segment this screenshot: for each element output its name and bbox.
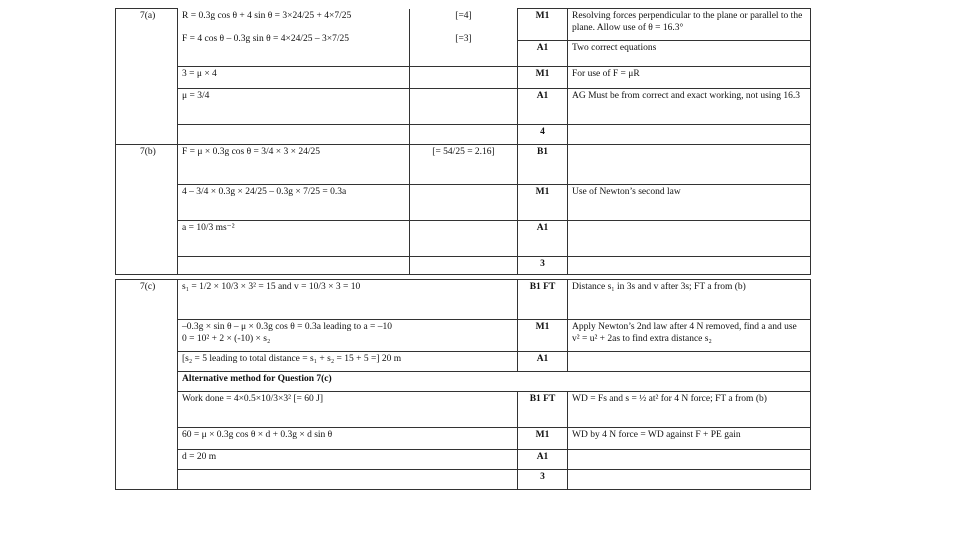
mark-scheme-table-c	[115, 279, 811, 490]
guidance-cell	[568, 145, 811, 185]
answer-cell	[410, 89, 518, 125]
working-cell: F = μ × 0.3g cos θ = 3/4 × 3 × 24/25	[178, 145, 410, 185]
table-row	[116, 320, 811, 352]
mark-cell: M1	[518, 9, 568, 41]
mark-scheme	[115, 8, 810, 490]
table-row	[116, 392, 811, 428]
working-cell: a = 10/3 ms⁻²	[178, 221, 410, 257]
guidance-cell	[568, 221, 811, 257]
guidance-cell: WD by 4 N force = WD against F + PE gain	[568, 428, 811, 450]
table-row	[116, 450, 811, 470]
guidance-cell: Use of Newton’s second law	[568, 185, 811, 221]
guidance-cell	[568, 450, 811, 470]
working-cell: 60 = μ × 0.3g cos θ × d + 0.3g × d sin θ	[178, 428, 518, 450]
table-row	[116, 89, 811, 125]
table-row	[116, 428, 811, 450]
guidance-cell: Two correct equations	[568, 41, 811, 67]
table-row	[116, 470, 811, 490]
mark-cell: B1 FT	[518, 280, 568, 320]
table-row	[116, 9, 811, 41]
guidance-cell: AG Must be from correct and exact working, not using 16.3	[568, 89, 811, 125]
alternative-method-heading: Alternative method for Question 7(c)	[178, 372, 811, 392]
table-row	[116, 257, 811, 275]
working-cell: d = 20 m	[178, 450, 518, 470]
working-cell: [s₂ = 5 leading to total distance = s₁ + s₂ = 15 + 5 =] 20 m	[178, 352, 518, 372]
question-label: 7(c)	[116, 280, 178, 490]
guidance-cell	[568, 352, 811, 372]
total-marks: 4	[518, 125, 568, 145]
answer-cell	[410, 221, 518, 257]
mark-cell: B1 FT	[518, 392, 568, 428]
guidance-cell: Resolving forces perpendicular to the plane or parallel to the plane. Allow use of θ = 16.3°	[568, 9, 811, 41]
table-row	[116, 221, 811, 257]
table-row	[116, 125, 811, 145]
mark-cell: A1	[518, 450, 568, 470]
table-row	[116, 352, 811, 372]
working-cell: –0.3g × sin θ – μ × 0.3g cos θ = 0.3a leading to a = –10 0 = 10² + 2 × (-10) × s₂	[178, 320, 518, 352]
guidance-cell: Apply Newton’s 2nd law after 4 N removed, find a and use v² = u² + 2as to find extra distance s₂	[568, 320, 811, 352]
answer-cell	[410, 67, 518, 89]
working-cell: 3 = μ × 4	[178, 67, 410, 89]
question-label: 7(b)	[116, 145, 178, 275]
mark-cell: M1	[518, 67, 568, 89]
guidance-cell: Distance s₁ in 3s and v after 3s; FT a from (b)	[568, 280, 811, 320]
mark-cell: B1	[518, 145, 568, 185]
mark-cell: A1	[518, 352, 568, 372]
working-cell: 4 – 3/4 × 0.3g × 24/25 – 0.3g × 7/25 = 0.3a	[178, 185, 410, 221]
answer-cell: [= 54/25 = 2.16]	[410, 145, 518, 185]
table-row	[116, 372, 811, 392]
working-cell: μ = 3/4	[178, 89, 410, 125]
total-marks: 3	[518, 257, 568, 275]
mark-cell: M1	[518, 185, 568, 221]
table-row	[116, 280, 811, 320]
working-cell: R = 0.3g cos θ + 4 sin θ = 3×24/25 + 4×7/25 F = 4 cos θ – 0.3g sin θ = 4×24/25 – 3×7/25	[178, 9, 410, 67]
mark-cell: A1	[518, 221, 568, 257]
mark-scheme-table-ab	[115, 8, 811, 275]
table-row	[116, 185, 811, 221]
mark-cell: M1	[518, 428, 568, 450]
answer-cell	[410, 185, 518, 221]
question-label: 7(a)	[116, 9, 178, 145]
table-row	[116, 67, 811, 89]
answer-cell: [=4] [=3]	[410, 9, 518, 67]
working-cell: Work done = 4×0.5×10/3×3² [= 60 J]	[178, 392, 518, 428]
guidance-cell: WD = Fs and s = ½ at² for 4 N force; FT a from (b)	[568, 392, 811, 428]
working-cell: s₁ = 1/2 × 10/3 × 3² = 15 and v = 10/3 × 3 = 10	[178, 280, 518, 320]
table-row	[116, 145, 811, 185]
mark-cell: A1	[518, 41, 568, 67]
mark-cell: A1	[518, 89, 568, 125]
guidance-cell: For use of F = μR	[568, 67, 811, 89]
total-marks: 3	[518, 470, 568, 490]
mark-cell: M1	[518, 320, 568, 352]
